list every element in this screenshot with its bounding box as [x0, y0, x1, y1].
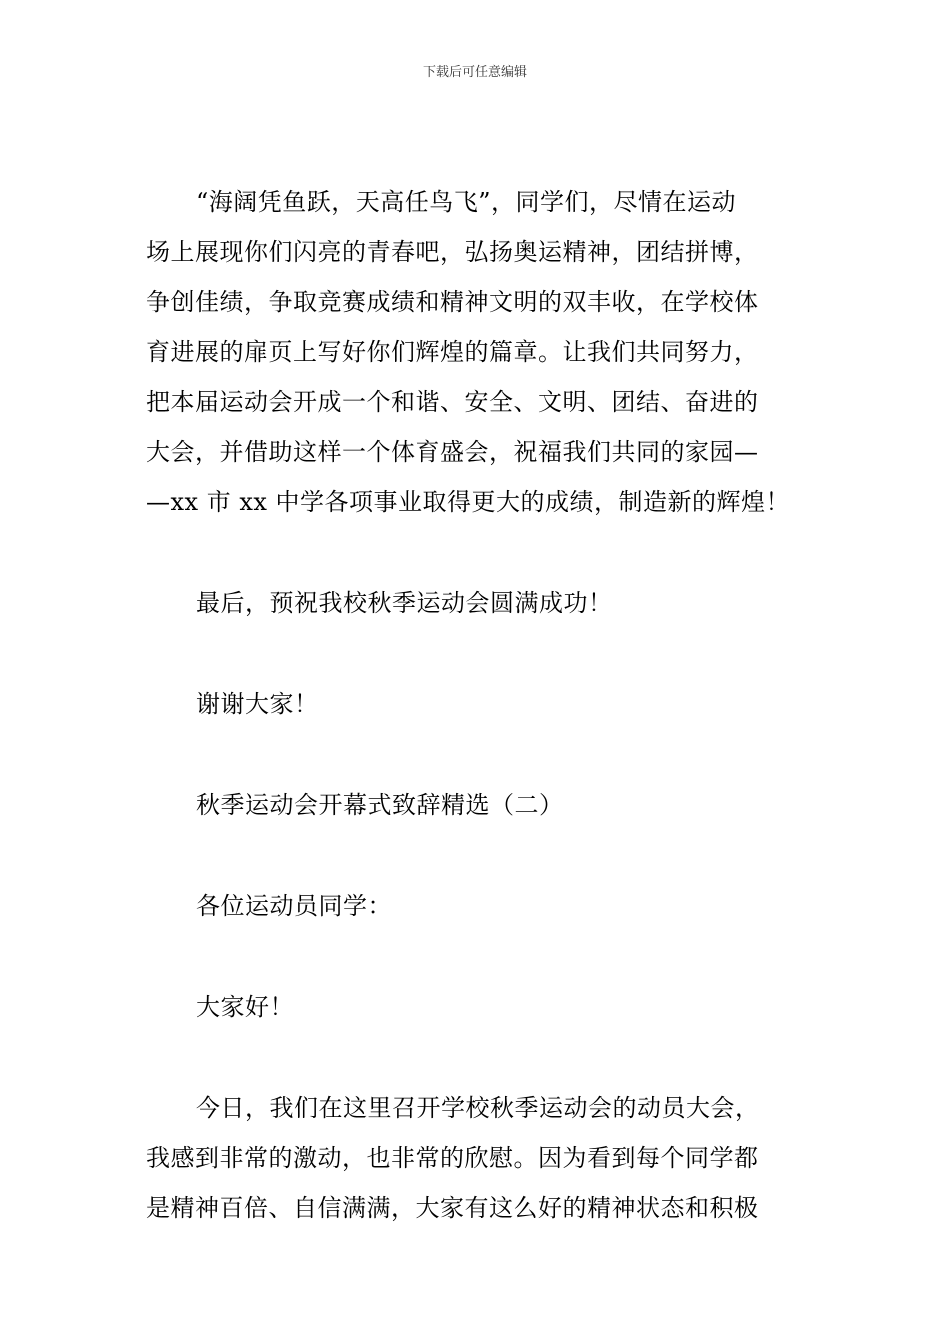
- document-body: [146, 177, 810, 1233]
- text-line: 场上展现你们闪亮的青春吧，弘扬奥运精神，团结拼博，: [146, 238, 759, 266]
- text-line: 争创佳绩，争取竞赛成绩和精神文明的双丰收，在学校体: [146, 288, 759, 316]
- paragraph-gap: [146, 628, 810, 679]
- paragraph-thanks: 谢谢大家！: [196, 690, 319, 718]
- paragraph-gap: [146, 729, 810, 780]
- paragraph-gap: [146, 931, 810, 982]
- paragraph-closing-appeal: [146, 177, 810, 527]
- paragraph-gap: [146, 1032, 810, 1083]
- text-line: 大会，并借助这样一个体育盛会，祝福我们共同的家园—: [146, 438, 759, 466]
- paragraph-opening: [146, 1083, 810, 1233]
- header-note: 下载后可任意编辑: [422, 65, 527, 80]
- text-line: —xx 市 xx 中学各项事业取得更大的成绩，制造新的辉煌！: [146, 488, 791, 516]
- paragraph-gap: [146, 527, 810, 578]
- text-line: “海阔凭鱼跃，天高任鸟飞”，同学们，尽情在运动: [196, 188, 737, 216]
- salutation: 各位运动员同学：: [196, 892, 392, 920]
- greeting: 大家好！: [196, 993, 294, 1021]
- text-line: 是精神百倍、自信满满，大家有这么好的精神状态和积极: [146, 1194, 759, 1222]
- text-line: 我感到非常的激动，也非常的欣慰。因为看到每个同学都: [146, 1144, 759, 1172]
- section-title: 秋季运动会开幕式致辞精选（二）: [196, 791, 564, 819]
- text-line: 把本届运动会开成一个和谐、安全、文明、团结、奋进的: [146, 388, 759, 416]
- text-line: 今日，我们在这里召开学校秋季运动会的动员大会，: [196, 1094, 760, 1122]
- paragraph-wishes: 最后，预祝我校秋季运动会圆满成功！: [196, 589, 613, 617]
- text-line: 育进展的扉页上写好你们辉煌的篇章。让我们共同努力，: [146, 338, 759, 366]
- paragraph-gap: [146, 830, 810, 881]
